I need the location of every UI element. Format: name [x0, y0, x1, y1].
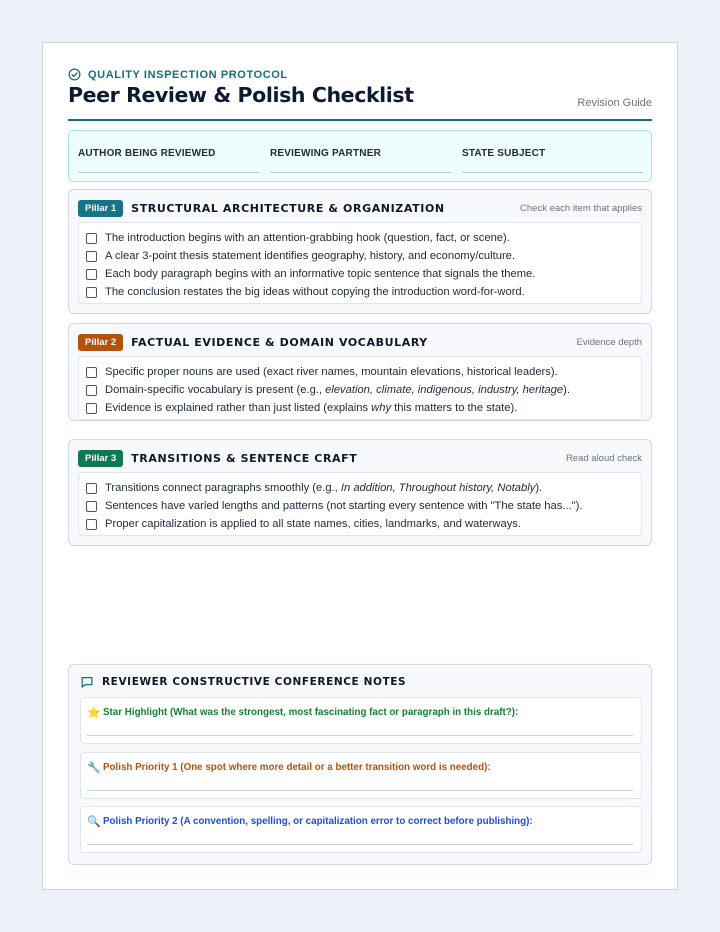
checklist-item-text	[105, 384, 570, 396]
pillar-badge: Pillar 2	[78, 334, 123, 351]
item-text-emphasis: why	[371, 402, 392, 414]
checklist-page	[42, 42, 678, 890]
checklist-item-text: The conclusion restates the big ideas without copying the introduction word-for-word.	[105, 286, 525, 298]
checkbox[interactable]	[86, 251, 97, 262]
checklist-items	[78, 222, 642, 304]
notes-header	[80, 675, 406, 689]
checklist-item[interactable]	[79, 381, 641, 399]
item-text-post: ).	[563, 384, 570, 396]
speech-bubble-icon	[80, 675, 94, 689]
checklist-item-text: Proper capitalization is applied to all state names, cities, landmarks, and waterways.	[105, 518, 522, 530]
pillar-card-1	[68, 189, 652, 314]
checklist-item-text: The introduction begins with an attention-grabbing hook (question, fact, or scene).	[105, 232, 510, 244]
note-prompt-text: Star Highlight (What was the strongest, most fascinating fact or paragraph in this draft?):	[103, 707, 519, 718]
item-text-emphasis: elevation, climate, indigenous, industry, heritage	[325, 384, 564, 396]
page-title: Peer Review & Polish Checklist	[68, 83, 414, 107]
pillar-note: Read aloud check	[565, 452, 642, 464]
pillar-badge: Pillar 3	[78, 450, 123, 467]
checklist-item[interactable]	[79, 479, 641, 497]
checklist-item[interactable]	[79, 497, 641, 515]
note-box-3[interactable]	[80, 806, 642, 853]
item-text-pre: Evidence is explained rather than just listed (explains	[105, 402, 372, 414]
note-prompt	[87, 815, 533, 828]
item-text-emphasis: In addition, Throughout history, Notably	[340, 482, 536, 494]
notes-title: REVIEWER CONSTRUCTIVE CONFERENCE NOTES	[102, 676, 407, 688]
pillar-card-3	[68, 439, 652, 546]
checklist-item[interactable]	[79, 265, 641, 283]
note-write-line	[87, 790, 633, 791]
pillar-note: Evidence depth	[576, 336, 642, 348]
pillar-title: STRUCTURAL ARCHITECTURE & ORGANIZATION	[131, 201, 445, 215]
partner-field[interactable]	[270, 143, 451, 173]
checklist-item-text	[105, 402, 517, 414]
note-prompt-text: Polish Priority 1 (One spot where more detail or a better transition word is needed):	[103, 762, 491, 773]
pillar-header	[78, 199, 642, 217]
item-text-post: this matters to the state).	[391, 402, 518, 414]
note-write-line	[87, 735, 633, 736]
note-prompt	[87, 706, 518, 719]
note-box-2[interactable]	[80, 752, 642, 799]
item-text-post: ).	[535, 482, 543, 494]
checklist-items	[78, 356, 642, 420]
check-circle-icon	[68, 68, 81, 81]
state-subject-field[interactable]	[462, 143, 643, 173]
checklist-item[interactable]	[79, 229, 641, 247]
pillar-card-2	[68, 323, 652, 421]
checklist-item-text: Specific proper nouns are used (exact river names, mountain elevations, historical leaders).	[105, 366, 558, 378]
author-field-label: AUTHOR BEING REVIEWED	[78, 148, 216, 159]
checkbox[interactable]	[86, 403, 97, 414]
info-panel	[68, 130, 652, 182]
checklist-item-text	[105, 482, 542, 494]
checkbox[interactable]	[86, 367, 97, 378]
revision-guide-label: Revision Guide	[577, 97, 652, 109]
checkbox[interactable]	[86, 233, 97, 244]
note-write-line	[87, 844, 633, 845]
checklist-item-text: Sentences have varied lengths and patterns (not starting every sentence with "The state has...").	[105, 500, 583, 512]
pillar-note: Check each item that applies	[520, 202, 642, 214]
author-field[interactable]	[78, 143, 259, 173]
checkbox[interactable]	[86, 287, 97, 298]
item-text-pre: Transitions connect paragraphs smoothly (e.g.,	[105, 482, 341, 494]
conference-notes	[68, 664, 652, 865]
pillar-title: FACTUAL EVIDENCE & DOMAIN VOCABULARY	[131, 335, 428, 349]
state-subject-field-label: STATE SUBJECT	[462, 148, 546, 159]
item-text-pre: Domain-specific vocabulary is present (e.g.,	[105, 384, 326, 396]
pillar-header	[78, 449, 642, 467]
checklist-item-text: A clear 3-point thesis statement identifies geography, history, and economy/culture.	[105, 250, 516, 262]
checklist-item[interactable]	[79, 247, 641, 265]
title-rule	[68, 119, 652, 121]
checklist-item-text: Each body paragraph begins with an informative topic sentence that signals the theme.	[105, 268, 536, 280]
note-prompt-text: Polish Priority 2 (A convention, spelling, or capitalization error to correct before publishing):	[103, 816, 533, 827]
checklist-item[interactable]	[79, 515, 641, 533]
checklist-item[interactable]	[79, 363, 641, 381]
pillar-header	[78, 333, 642, 351]
checklist-items	[78, 472, 642, 536]
checkbox[interactable]	[86, 501, 97, 512]
note-box-1[interactable]	[80, 697, 642, 744]
checkbox[interactable]	[86, 483, 97, 494]
partner-field-label: REVIEWING PARTNER	[270, 148, 381, 159]
star-icon: ⭐	[87, 707, 101, 719]
checkbox[interactable]	[86, 385, 97, 396]
checklist-item[interactable]	[79, 399, 641, 417]
note-prompt	[87, 761, 491, 774]
eyebrow-label: QUALITY INSPECTION PROTOCOL	[88, 68, 288, 81]
pillar-title: TRANSITIONS & SENTENCE CRAFT	[131, 451, 358, 465]
wrench-icon: 🔧	[87, 762, 101, 774]
checkbox[interactable]	[86, 269, 97, 280]
magnifier-icon: 🔍	[87, 816, 101, 828]
checkbox[interactable]	[86, 519, 97, 530]
checklist-item[interactable]	[79, 283, 641, 301]
eyebrow	[68, 68, 288, 81]
pillar-badge: Pillar 1	[78, 200, 123, 217]
